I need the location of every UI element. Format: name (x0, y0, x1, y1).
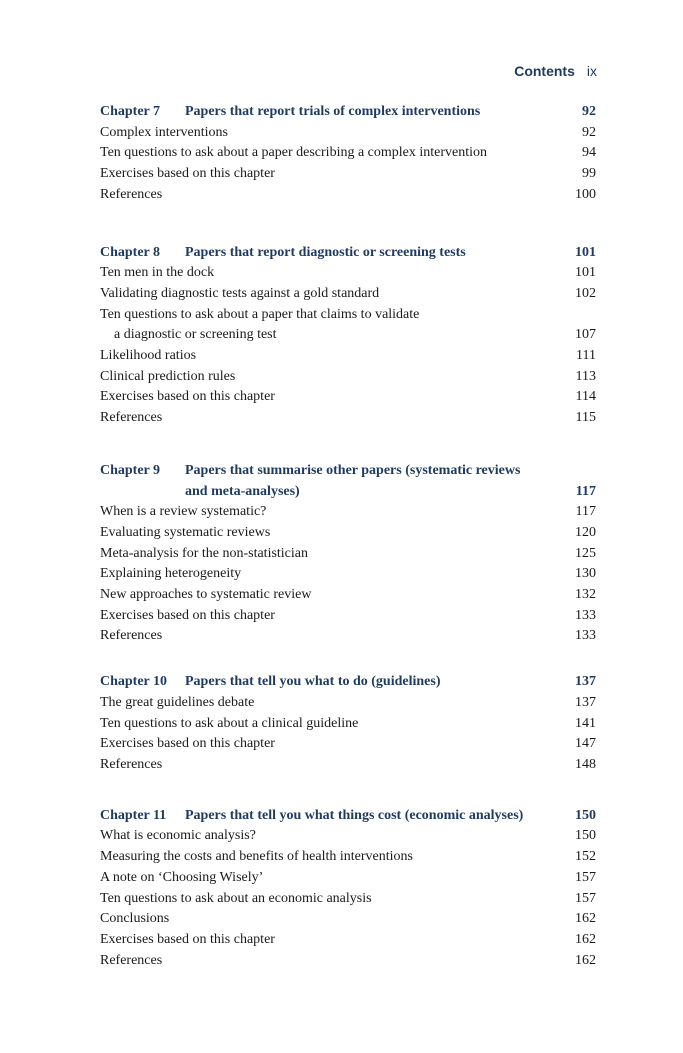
toc-entry[interactable] (100, 523, 596, 544)
toc-entry-page: 157 (575, 869, 596, 885)
toc-entry-page: 113 (575, 368, 596, 384)
toc-entry[interactable] (100, 544, 596, 565)
toc-entry-label: Validating diagnostic tests against a gold standard (100, 285, 380, 301)
chapter-title: Papers that report diagnostic or screening tests (185, 244, 466, 260)
toc-entry-page: 111 (576, 348, 596, 364)
toc-entry-label: Exercises based on this chapter (100, 166, 275, 182)
toc-entry-page: 141 (575, 715, 596, 731)
toc-entry-page: 133 (575, 628, 596, 644)
toc-entry-page: 92 (582, 124, 596, 140)
toc-entry[interactable] (100, 408, 596, 429)
toc-entry-label: References (100, 186, 163, 202)
toc-entry-label: When is a review systematic? (100, 504, 267, 520)
toc-entry[interactable] (100, 951, 596, 972)
chapter-page: 137 (575, 674, 596, 690)
toc-entry-label: New approaches to systematic review (100, 587, 312, 603)
toc-entry[interactable] (100, 930, 596, 951)
chapter-10-section (100, 672, 596, 776)
toc-entry-page: 162 (575, 931, 596, 947)
chapter-title: Papers that tell you what things cost (economic analyses) (185, 807, 524, 823)
toc-entry-page: 99 (582, 166, 596, 182)
chapter-page: 117 (575, 483, 596, 499)
toc-entry[interactable] (100, 143, 596, 164)
toc-entry-page: 114 (575, 389, 596, 405)
toc-entry[interactable] (100, 889, 596, 910)
toc-entry-label: Meta-analysis for the non-statistician (100, 545, 308, 561)
toc-entry-label: A note on ‘Choosing Wisely’ (100, 869, 264, 885)
toc-entry-label: Measuring the costs and benefits of health interventions (100, 849, 413, 865)
chapter-title: Papers that report trials of complex interventions (185, 104, 481, 119)
toc-entry-label: Likelihood ratios (100, 348, 197, 364)
chapter-heading[interactable] (100, 102, 596, 123)
chapter-title: Papers that tell you what to do (guidelines) (185, 674, 441, 690)
chapter-title: Papers that summarise other papers (systematic reviews (185, 462, 521, 478)
toc-entry[interactable] (100, 185, 596, 206)
toc-entry[interactable] (100, 714, 596, 735)
toc-entry-page: 148 (575, 756, 596, 772)
chapter-heading[interactable] (100, 672, 596, 693)
toc-entry[interactable] (100, 164, 596, 185)
toc-entry-label: The great guidelines debate (100, 694, 255, 710)
chapter-page: 92 (582, 104, 596, 119)
toc-entry-label: Evaluating systematic reviews (100, 524, 271, 540)
toc-entry[interactable] (100, 367, 596, 388)
toc-entry-label: References (100, 952, 163, 968)
toc-entry-page: 125 (575, 545, 596, 561)
chapter-heading[interactable] (100, 243, 596, 264)
toc-entry-label: Exercises based on this chapter (100, 736, 275, 752)
toc-entry-label: a diagnostic or screening test (114, 327, 277, 343)
chapter-page: 150 (575, 807, 596, 823)
toc-entry-label: References (100, 756, 163, 772)
toc-entry[interactable] (100, 909, 596, 930)
toc-entry[interactable] (100, 585, 596, 606)
toc-entry-page: 147 (575, 736, 596, 752)
toc-entry-page: 162 (575, 911, 596, 927)
toc-entry[interactable] (100, 502, 596, 523)
toc-entry-label: Exercises based on this chapter (100, 389, 275, 405)
toc-entry-page: 100 (575, 186, 596, 202)
table-of-contents (100, 102, 596, 971)
running-header (514, 61, 597, 82)
chapter-number: Chapter 8 (100, 244, 161, 260)
chapter-number: Chapter 9 (100, 462, 161, 478)
toc-entry-label: Ten questions to ask about a paper that claims to validate (100, 306, 420, 322)
toc-entry[interactable] (100, 626, 596, 647)
page-number: ix (586, 63, 597, 79)
toc-entry-page: 137 (575, 694, 596, 710)
toc-entry[interactable] (100, 693, 596, 714)
toc-entry-label: Complex interventions (100, 124, 228, 140)
toc-entry-label: What is economic analysis? (100, 828, 256, 844)
toc-entry[interactable] (100, 606, 596, 627)
toc-entry-label: Exercises based on this chapter (100, 607, 275, 623)
chapter-page: 101 (575, 244, 596, 260)
toc-entry-label: Ten questions to ask about an economic analysis (100, 890, 372, 906)
chapter-7-section (100, 102, 596, 206)
toc-entry[interactable] (100, 734, 596, 755)
chapter-9-section (100, 461, 596, 647)
toc-entry-page: 102 (575, 285, 596, 301)
toc-entry-page: 130 (575, 566, 596, 582)
toc-entry[interactable] (100, 868, 596, 889)
toc-entry-label: References (100, 410, 163, 426)
toc-entry[interactable] (100, 346, 596, 367)
toc-entry-page: 94 (582, 145, 596, 161)
toc-entry-label: Conclusions (100, 911, 170, 927)
toc-entry-page: 115 (575, 410, 596, 426)
chapter-heading[interactable] (100, 461, 596, 482)
toc-entry-page: 107 (575, 327, 596, 343)
toc-entry[interactable] (100, 305, 596, 326)
toc-entry-label: References (100, 628, 163, 644)
toc-entry[interactable] (100, 284, 596, 305)
chapter-heading[interactable] (100, 806, 596, 827)
toc-entry-page: 152 (575, 849, 596, 865)
toc-entry[interactable] (100, 826, 596, 847)
toc-entry-label: Explaining heterogeneity (100, 566, 242, 582)
toc-entry[interactable] (100, 263, 596, 284)
toc-entry[interactable] (100, 847, 596, 868)
toc-entry-label: Exercises based on this chapter (100, 931, 275, 947)
toc-entry-label: Clinical prediction rules (100, 368, 236, 384)
chapter-title: and meta-analyses) (185, 483, 300, 499)
chapter-8-section (100, 243, 596, 429)
toc-entry-label: Ten questions to ask about a paper describing a complex intervention (100, 145, 488, 161)
toc-entry[interactable] (100, 387, 596, 408)
chapter-number: Chapter 7 (100, 104, 161, 119)
toc-entry-continued[interactable] (100, 325, 596, 346)
toc-entry-page: 117 (575, 504, 596, 520)
toc-entry-page: 133 (575, 607, 596, 623)
toc-entry-page: 157 (575, 890, 596, 906)
toc-entry[interactable] (100, 755, 596, 776)
toc-entry-page: 132 (575, 587, 596, 603)
toc-entry[interactable] (100, 564, 596, 585)
chapter-heading-continued[interactable] (100, 482, 596, 503)
chapter-number: Chapter 10 (100, 674, 168, 690)
chapter-number: Chapter 11 (100, 807, 167, 823)
toc-entry-page: 120 (575, 524, 596, 540)
running-header-title: Contents (514, 63, 575, 79)
toc-entry-page: 162 (575, 952, 596, 968)
toc-entry-label: Ten men in the dock (100, 265, 215, 281)
toc-entry-page: 101 (575, 265, 596, 281)
toc-entry-page: 150 (575, 828, 596, 844)
toc-entry-label: Ten questions to ask about a clinical guideline (100, 715, 359, 731)
chapter-11-section (100, 806, 596, 972)
toc-entry[interactable] (100, 123, 596, 144)
